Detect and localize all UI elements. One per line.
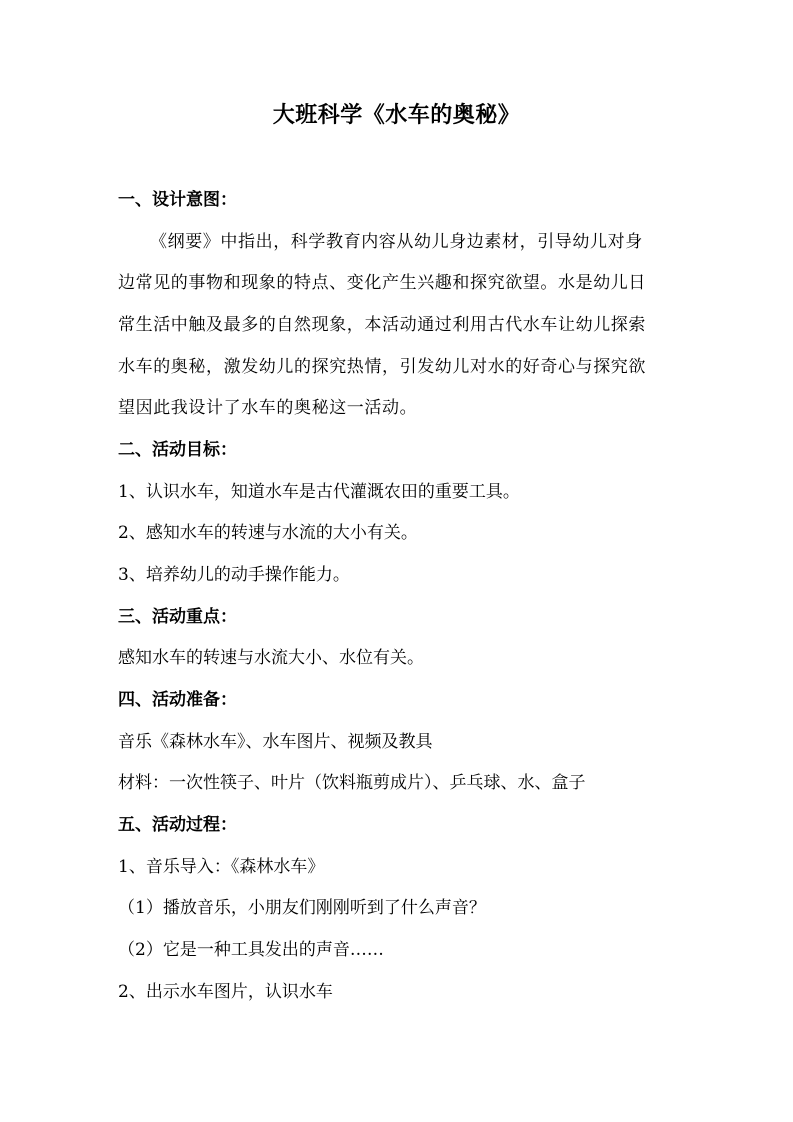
section-heading-process: 五、活动过程： [118,815,237,835]
section-heading-preparation: 四、活动准备： [118,690,237,710]
list-item: 2、感知水车的转速与水流的大小有关。 [118,523,418,543]
paragraph-line: 常生活中触及最多的自然现象，本活动通过利用古代水车让幼儿探索 [118,315,646,335]
list-item: （2）它是一种工具发出的声音…… [118,940,384,960]
section-heading-design-intent: 一、设计意图： [118,190,237,210]
list-item: 材料：一次性筷子、叶片（饮料瓶剪成片）、乒乓球、水、盒子 [118,773,586,793]
document-title: 大班科学《水车的奥秘》 [272,102,521,128]
list-item: 音乐《森林水车》、水车图片、视频及教具 [118,732,433,752]
paragraph-line: 边常见的事物和现象的特点、变化产生兴趣和探究欲望。水是幼儿日 [118,273,646,293]
paragraph-line: 感知水车的转速与水流大小、水位有关。 [118,648,424,668]
list-item: 1、音乐导入：《森林水车》 [118,857,325,877]
paragraph-line: 水车的奥秘，激发幼儿的探究热情，引发幼儿对水的好奇心与探究欲 [118,357,646,377]
list-item: 1、认识水车，知道水车是古代灌溉农田的重要工具。 [118,482,520,502]
list-item: （1）播放音乐，小朋友们刚刚听到了什么声音？ [118,898,486,918]
paragraph-line: 《纲要》中指出，科学教育内容从幼儿身边素材，引导幼儿对身 [150,232,643,252]
section-heading-goals: 二、活动目标： [118,440,237,460]
list-item: 2、出示水车图片，认识水车 [118,982,333,1002]
list-item: 3、培养幼儿的动手操作能力。 [118,565,350,585]
section-heading-key-points: 三、活动重点： [118,607,237,627]
paragraph-line: 望因此我设计了水车的奥秘这一活动。 [118,398,418,418]
